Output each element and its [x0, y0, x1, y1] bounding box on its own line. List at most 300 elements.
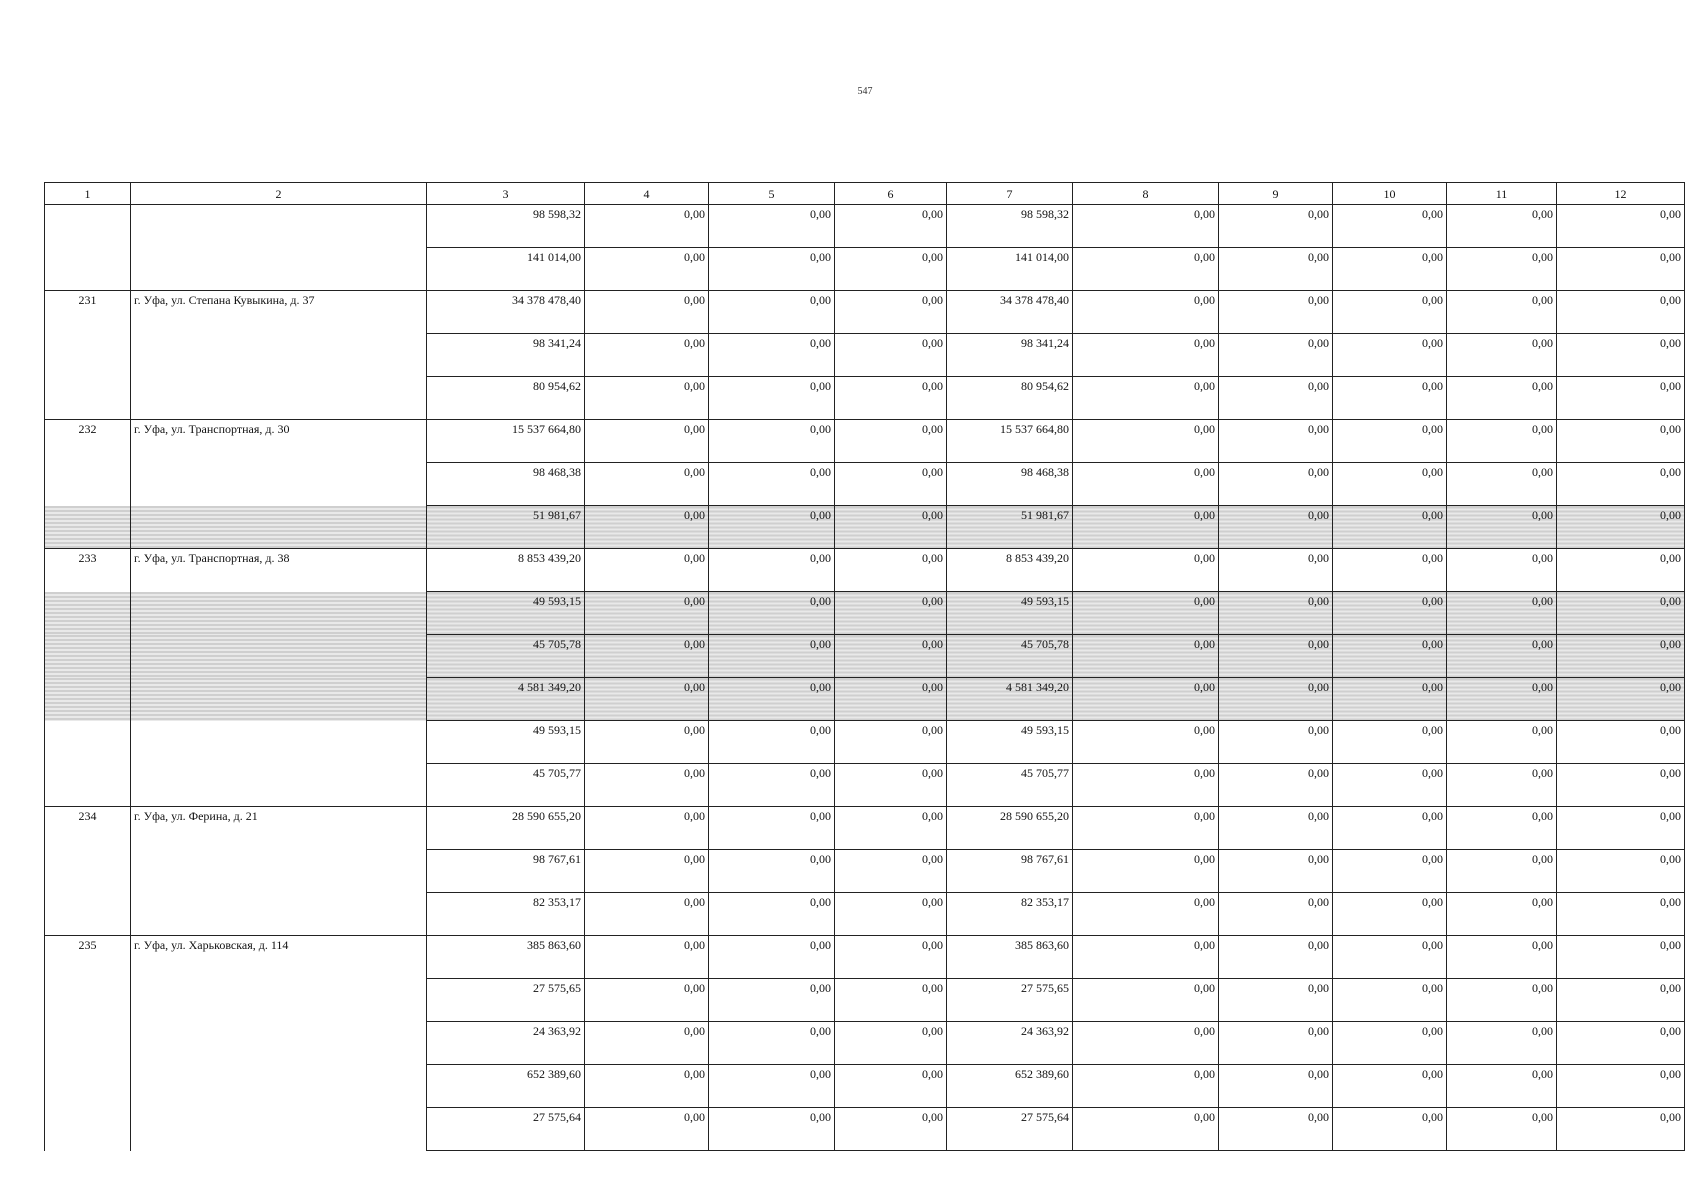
cell-col-8: 0,00: [1073, 721, 1219, 764]
cell-col-7: 98 598,32: [947, 205, 1073, 248]
cell-col-4: 0,00: [585, 506, 709, 549]
cell-col-6: 0,00: [835, 1065, 947, 1108]
cell-col-5: 0,00: [709, 291, 835, 334]
table-row: [45, 807, 1685, 850]
cell-col-4: 0,00: [585, 936, 709, 979]
cell-col-9: 0,00: [1219, 893, 1333, 936]
cell-col-3: 49 593,15: [427, 592, 585, 635]
cell-col-12: 0,00: [1557, 893, 1685, 936]
cell-col-9: 0,00: [1219, 936, 1333, 979]
cell-col-12: 0,00: [1557, 635, 1685, 678]
cell-col-6: 0,00: [835, 850, 947, 893]
column-header-7: 7: [947, 183, 1073, 205]
cell-col-9: 0,00: [1219, 549, 1333, 592]
cell-col-5: 0,00: [709, 764, 835, 807]
cell-col-6: 0,00: [835, 635, 947, 678]
table-row: [45, 850, 1685, 893]
cell-col-3: 98 598,32: [427, 205, 585, 248]
cell-col-9: 0,00: [1219, 1108, 1333, 1151]
cell-col-11: 0,00: [1447, 1108, 1557, 1151]
cell-col-6: 0,00: [835, 893, 947, 936]
cell-col-9: 0,00: [1219, 721, 1333, 764]
cell-col-4: 0,00: [585, 764, 709, 807]
cell-col-12: 0,00: [1557, 936, 1685, 979]
cell-col-12: 0,00: [1557, 721, 1685, 764]
cell-col-3: 49 593,15: [427, 721, 585, 764]
table-row: [45, 1022, 1685, 1065]
cell-col-4: 0,00: [585, 678, 709, 721]
address-cell: [131, 635, 427, 678]
cell-col-6: 0,00: [835, 334, 947, 377]
cell-col-3: 34 378 478,40: [427, 291, 585, 334]
cell-col-7: 141 014,00: [947, 248, 1073, 291]
address-cell: [131, 721, 427, 764]
cell-col-4: 0,00: [585, 463, 709, 506]
cell-col-6: 0,00: [835, 764, 947, 807]
cell-col-3: 652 389,60: [427, 1065, 585, 1108]
cell-col-9: 0,00: [1219, 635, 1333, 678]
cell-col-3: 27 575,64: [427, 1108, 585, 1151]
cell-col-10: 0,00: [1333, 506, 1447, 549]
cell-col-11: 0,00: [1447, 850, 1557, 893]
row-number: [45, 893, 131, 936]
row-number: [45, 205, 131, 248]
cell-col-9: 0,00: [1219, 1022, 1333, 1065]
cell-col-10: 0,00: [1333, 334, 1447, 377]
cell-col-8: 0,00: [1073, 506, 1219, 549]
cell-col-12: 0,00: [1557, 377, 1685, 420]
row-number: [45, 850, 131, 893]
cell-col-6: 0,00: [835, 549, 947, 592]
cell-col-11: 0,00: [1447, 463, 1557, 506]
cell-col-7: 45 705,77: [947, 764, 1073, 807]
cell-col-7: 385 863,60: [947, 936, 1073, 979]
cell-col-10: 0,00: [1333, 377, 1447, 420]
cell-col-6: 0,00: [835, 377, 947, 420]
cell-col-11: 0,00: [1447, 936, 1557, 979]
cell-col-12: 0,00: [1557, 979, 1685, 1022]
cell-col-5: 0,00: [709, 506, 835, 549]
table-row: [45, 506, 1685, 549]
cell-col-6: 0,00: [835, 807, 947, 850]
cell-col-5: 0,00: [709, 248, 835, 291]
cell-col-5: 0,00: [709, 205, 835, 248]
cell-col-11: 0,00: [1447, 721, 1557, 764]
cell-col-4: 0,00: [585, 807, 709, 850]
cell-col-8: 0,00: [1073, 205, 1219, 248]
cell-col-9: 0,00: [1219, 334, 1333, 377]
cell-col-5: 0,00: [709, 678, 835, 721]
cell-col-10: 0,00: [1333, 205, 1447, 248]
address-cell: [131, 893, 427, 936]
row-number: [45, 979, 131, 1022]
cell-col-7: 98 341,24: [947, 334, 1073, 377]
cell-col-12: 0,00: [1557, 506, 1685, 549]
cell-col-9: 0,00: [1219, 463, 1333, 506]
cell-col-3: 24 363,92: [427, 1022, 585, 1065]
cell-col-12: 0,00: [1557, 420, 1685, 463]
column-header-6: 6: [835, 183, 947, 205]
cell-col-10: 0,00: [1333, 979, 1447, 1022]
cell-col-11: 0,00: [1447, 893, 1557, 936]
cell-col-4: 0,00: [585, 291, 709, 334]
cell-col-4: 0,00: [585, 1108, 709, 1151]
cell-col-4: 0,00: [585, 205, 709, 248]
table-row: [45, 463, 1685, 506]
row-number: [45, 764, 131, 807]
cell-col-8: 0,00: [1073, 248, 1219, 291]
cell-col-10: 0,00: [1333, 936, 1447, 979]
row-number: [45, 463, 131, 506]
cell-col-6: 0,00: [835, 291, 947, 334]
cell-col-4: 0,00: [585, 549, 709, 592]
cell-col-6: 0,00: [835, 420, 947, 463]
cell-col-5: 0,00: [709, 635, 835, 678]
address-cell: г. Уфа, ул. Транспортная, д. 30: [131, 420, 427, 463]
cell-col-8: 0,00: [1073, 635, 1219, 678]
cell-col-11: 0,00: [1447, 248, 1557, 291]
row-number: [45, 721, 131, 764]
cell-col-8: 0,00: [1073, 291, 1219, 334]
table-row: [45, 248, 1685, 291]
address-cell: [131, 979, 427, 1022]
cell-col-12: 0,00: [1557, 1022, 1685, 1065]
table-row: [45, 334, 1685, 377]
table-row: [45, 893, 1685, 936]
row-number: 232: [45, 420, 131, 463]
address-cell: [131, 334, 427, 377]
cell-col-6: 0,00: [835, 248, 947, 291]
cell-col-10: 0,00: [1333, 807, 1447, 850]
cell-col-7: 34 378 478,40: [947, 291, 1073, 334]
cell-col-11: 0,00: [1447, 979, 1557, 1022]
cell-col-9: 0,00: [1219, 678, 1333, 721]
cell-col-11: 0,00: [1447, 549, 1557, 592]
cell-col-11: 0,00: [1447, 1065, 1557, 1108]
row-number: 234: [45, 807, 131, 850]
cell-col-5: 0,00: [709, 420, 835, 463]
column-header-10: 10: [1333, 183, 1447, 205]
cell-col-8: 0,00: [1073, 1065, 1219, 1108]
cell-col-5: 0,00: [709, 1108, 835, 1151]
cell-col-5: 0,00: [709, 893, 835, 936]
column-header-12: 12: [1557, 183, 1685, 205]
cell-col-4: 0,00: [585, 979, 709, 1022]
cell-col-3: 80 954,62: [427, 377, 585, 420]
column-header-1: 1: [45, 183, 131, 205]
row-number: [45, 506, 131, 549]
cell-col-3: 98 468,38: [427, 463, 585, 506]
cell-col-10: 0,00: [1333, 850, 1447, 893]
cell-col-5: 0,00: [709, 592, 835, 635]
cell-col-11: 0,00: [1447, 592, 1557, 635]
cell-col-10: 0,00: [1333, 592, 1447, 635]
cell-col-3: 4 581 349,20: [427, 678, 585, 721]
cell-col-8: 0,00: [1073, 1108, 1219, 1151]
cell-col-7: 28 590 655,20: [947, 807, 1073, 850]
cell-col-7: 27 575,64: [947, 1108, 1073, 1151]
row-number: 231: [45, 291, 131, 334]
cell-col-12: 0,00: [1557, 334, 1685, 377]
cell-col-11: 0,00: [1447, 807, 1557, 850]
cell-col-9: 0,00: [1219, 291, 1333, 334]
cell-col-8: 0,00: [1073, 463, 1219, 506]
cell-col-5: 0,00: [709, 936, 835, 979]
cell-col-5: 0,00: [709, 1065, 835, 1108]
row-number: [45, 1065, 131, 1108]
cell-col-11: 0,00: [1447, 420, 1557, 463]
address-cell: [131, 764, 427, 807]
cell-col-9: 0,00: [1219, 377, 1333, 420]
cell-col-12: 0,00: [1557, 248, 1685, 291]
cell-col-4: 0,00: [585, 850, 709, 893]
cell-col-11: 0,00: [1447, 377, 1557, 420]
cell-col-9: 0,00: [1219, 764, 1333, 807]
cell-col-12: 0,00: [1557, 592, 1685, 635]
cell-col-4: 0,00: [585, 592, 709, 635]
cell-col-6: 0,00: [835, 678, 947, 721]
table-row: [45, 979, 1685, 1022]
cell-col-9: 0,00: [1219, 248, 1333, 291]
table-row: [45, 678, 1685, 721]
cell-col-3: 45 705,77: [427, 764, 585, 807]
cell-col-9: 0,00: [1219, 506, 1333, 549]
cell-col-4: 0,00: [585, 635, 709, 678]
page-number: 547: [857, 86, 873, 97]
cell-col-5: 0,00: [709, 377, 835, 420]
address-cell: [131, 678, 427, 721]
cell-col-10: 0,00: [1333, 1022, 1447, 1065]
table-row: [45, 549, 1685, 592]
table-row: [45, 205, 1685, 248]
cell-col-9: 0,00: [1219, 420, 1333, 463]
address-cell: [131, 377, 427, 420]
cell-col-6: 0,00: [835, 936, 947, 979]
address-cell: [131, 850, 427, 893]
cell-col-9: 0,00: [1219, 979, 1333, 1022]
cell-col-3: 27 575,65: [427, 979, 585, 1022]
cell-col-3: 98 341,24: [427, 334, 585, 377]
cell-col-4: 0,00: [585, 420, 709, 463]
cell-col-5: 0,00: [709, 721, 835, 764]
row-number: 235: [45, 936, 131, 979]
cell-col-11: 0,00: [1447, 678, 1557, 721]
address-cell: [131, 592, 427, 635]
cell-col-7: 49 593,15: [947, 592, 1073, 635]
cell-col-4: 0,00: [585, 1022, 709, 1065]
table-row: [45, 592, 1685, 635]
cell-col-3: 8 853 439,20: [427, 549, 585, 592]
row-number: [45, 678, 131, 721]
cell-col-8: 0,00: [1073, 850, 1219, 893]
column-header-8: 8: [1073, 183, 1219, 205]
address-cell: [131, 463, 427, 506]
cell-col-6: 0,00: [835, 592, 947, 635]
cell-col-6: 0,00: [835, 721, 947, 764]
cell-col-5: 0,00: [709, 979, 835, 1022]
row-number: [45, 248, 131, 291]
cell-col-3: 51 981,67: [427, 506, 585, 549]
address-cell: г. Уфа, ул. Харьковская, д. 114: [131, 936, 427, 979]
column-header-11: 11: [1447, 183, 1557, 205]
cell-col-8: 0,00: [1073, 377, 1219, 420]
cell-col-10: 0,00: [1333, 893, 1447, 936]
table-row: [45, 936, 1685, 979]
cell-col-7: 98 767,61: [947, 850, 1073, 893]
cell-col-8: 0,00: [1073, 420, 1219, 463]
row-number: 233: [45, 549, 131, 592]
cell-col-5: 0,00: [709, 463, 835, 506]
table-row: [45, 1065, 1685, 1108]
column-header-3: 3: [427, 183, 585, 205]
row-number: [45, 1022, 131, 1065]
cell-col-10: 0,00: [1333, 1108, 1447, 1151]
row-number: [45, 635, 131, 678]
cell-col-12: 0,00: [1557, 291, 1685, 334]
cell-col-8: 0,00: [1073, 764, 1219, 807]
cell-col-8: 0,00: [1073, 678, 1219, 721]
column-header-2: 2: [131, 183, 427, 205]
table-row: [45, 420, 1685, 463]
cell-col-10: 0,00: [1333, 248, 1447, 291]
cell-col-6: 0,00: [835, 1108, 947, 1151]
cell-col-12: 0,00: [1557, 205, 1685, 248]
cell-col-11: 0,00: [1447, 334, 1557, 377]
table-row: [45, 635, 1685, 678]
cell-col-7: 15 537 664,80: [947, 420, 1073, 463]
address-cell: г. Уфа, ул. Транспортная, д. 38: [131, 549, 427, 592]
cell-col-7: 24 363,92: [947, 1022, 1073, 1065]
cell-col-8: 0,00: [1073, 979, 1219, 1022]
cell-col-7: 45 705,78: [947, 635, 1073, 678]
table-row: [45, 291, 1685, 334]
cell-col-10: 0,00: [1333, 678, 1447, 721]
cell-col-11: 0,00: [1447, 1022, 1557, 1065]
cell-col-8: 0,00: [1073, 334, 1219, 377]
cell-col-7: 80 954,62: [947, 377, 1073, 420]
column-header-9: 9: [1219, 183, 1333, 205]
address-cell: [131, 1022, 427, 1065]
cell-col-5: 0,00: [709, 807, 835, 850]
cell-col-7: 98 468,38: [947, 463, 1073, 506]
cell-col-3: 82 353,17: [427, 893, 585, 936]
row-number: [45, 377, 131, 420]
address-cell: [131, 506, 427, 549]
cell-col-4: 0,00: [585, 377, 709, 420]
cell-col-5: 0,00: [709, 850, 835, 893]
cell-col-10: 0,00: [1333, 764, 1447, 807]
cell-col-8: 0,00: [1073, 1022, 1219, 1065]
cell-col-10: 0,00: [1333, 420, 1447, 463]
cell-col-11: 0,00: [1447, 205, 1557, 248]
cell-col-3: 15 537 664,80: [427, 420, 585, 463]
cell-col-9: 0,00: [1219, 592, 1333, 635]
cell-col-9: 0,00: [1219, 1065, 1333, 1108]
cell-col-3: 141 014,00: [427, 248, 585, 291]
cell-col-10: 0,00: [1333, 463, 1447, 506]
cell-col-3: 98 767,61: [427, 850, 585, 893]
document-table: [44, 182, 1685, 1151]
cell-col-12: 0,00: [1557, 463, 1685, 506]
cell-col-3: 385 863,60: [427, 936, 585, 979]
cell-col-7: 82 353,17: [947, 893, 1073, 936]
cell-col-6: 0,00: [835, 463, 947, 506]
cell-col-12: 0,00: [1557, 850, 1685, 893]
cell-col-6: 0,00: [835, 979, 947, 1022]
cell-col-10: 0,00: [1333, 635, 1447, 678]
cell-col-8: 0,00: [1073, 936, 1219, 979]
cell-col-7: 652 389,60: [947, 1065, 1073, 1108]
address-cell: [131, 205, 427, 248]
address-cell: г. Уфа, ул. Ферина, д. 21: [131, 807, 427, 850]
cell-col-7: 27 575,65: [947, 979, 1073, 1022]
cell-col-7: 51 981,67: [947, 506, 1073, 549]
cell-col-5: 0,00: [709, 1022, 835, 1065]
column-header-4: 4: [585, 183, 709, 205]
cell-col-10: 0,00: [1333, 1065, 1447, 1108]
cell-col-5: 0,00: [709, 334, 835, 377]
cell-col-10: 0,00: [1333, 291, 1447, 334]
cell-col-12: 0,00: [1557, 807, 1685, 850]
cell-col-10: 0,00: [1333, 721, 1447, 764]
cell-col-5: 0,00: [709, 549, 835, 592]
cell-col-12: 0,00: [1557, 1108, 1685, 1151]
table-row: [45, 721, 1685, 764]
address-cell: [131, 1065, 427, 1108]
cell-col-10: 0,00: [1333, 549, 1447, 592]
cell-col-11: 0,00: [1447, 764, 1557, 807]
cell-col-11: 0,00: [1447, 291, 1557, 334]
cell-col-4: 0,00: [585, 1065, 709, 1108]
cell-col-12: 0,00: [1557, 549, 1685, 592]
cell-col-9: 0,00: [1219, 205, 1333, 248]
cell-col-3: 28 590 655,20: [427, 807, 585, 850]
cell-col-8: 0,00: [1073, 893, 1219, 936]
cell-col-8: 0,00: [1073, 592, 1219, 635]
cell-col-3: 45 705,78: [427, 635, 585, 678]
cell-col-6: 0,00: [835, 205, 947, 248]
table-row: [45, 377, 1685, 420]
cell-col-4: 0,00: [585, 334, 709, 377]
cell-col-7: 49 593,15: [947, 721, 1073, 764]
cell-col-7: 8 853 439,20: [947, 549, 1073, 592]
column-number-header: [45, 183, 1685, 205]
document-table-container: [44, 182, 1684, 1151]
address-cell: [131, 248, 427, 291]
cell-col-8: 0,00: [1073, 807, 1219, 850]
address-cell: г. Уфа, ул. Степана Кувыкина, д. 37: [131, 291, 427, 334]
cell-col-11: 0,00: [1447, 506, 1557, 549]
cell-col-9: 0,00: [1219, 850, 1333, 893]
cell-col-4: 0,00: [585, 721, 709, 764]
row-number: [45, 334, 131, 377]
cell-col-6: 0,00: [835, 1022, 947, 1065]
table-row: [45, 764, 1685, 807]
row-number: [45, 1108, 131, 1151]
cell-col-12: 0,00: [1557, 678, 1685, 721]
cell-col-4: 0,00: [585, 893, 709, 936]
table-body: [45, 205, 1685, 1151]
cell-col-9: 0,00: [1219, 807, 1333, 850]
cell-col-12: 0,00: [1557, 1065, 1685, 1108]
cell-col-6: 0,00: [835, 506, 947, 549]
cell-col-7: 4 581 349,20: [947, 678, 1073, 721]
cell-col-4: 0,00: [585, 248, 709, 291]
address-cell: [131, 1108, 427, 1151]
row-number: [45, 592, 131, 635]
cell-col-8: 0,00: [1073, 549, 1219, 592]
cell-col-11: 0,00: [1447, 635, 1557, 678]
